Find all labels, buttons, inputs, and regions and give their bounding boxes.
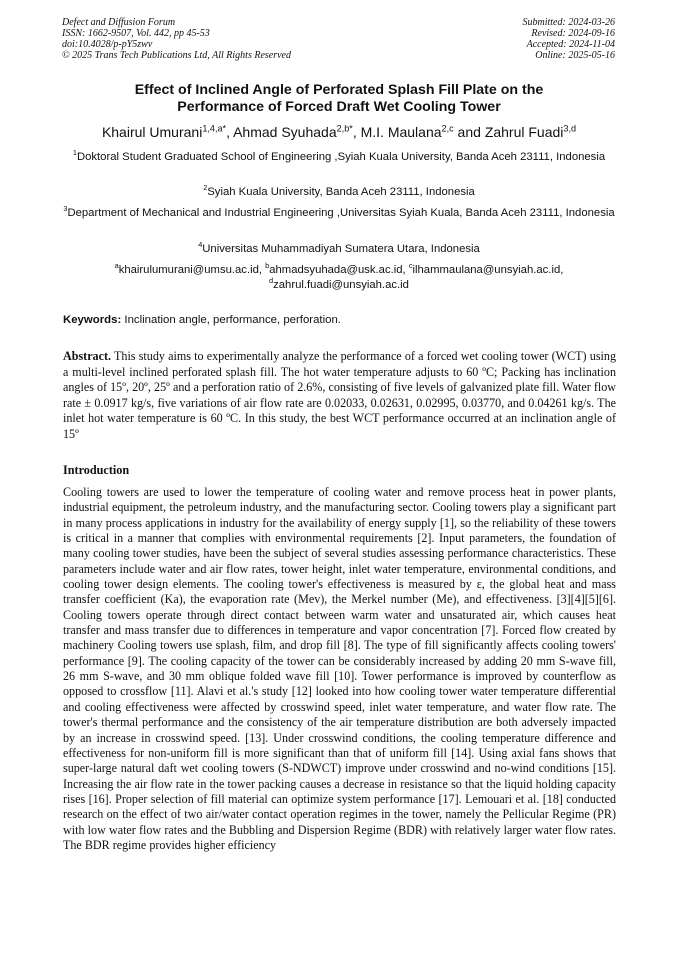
title-line-1: Effect of Inclined Angle of Perforated Splash Fill Plate on the [134,82,544,98]
keywords-label: Keywords: [63,314,122,326]
section-heading-introduction: Introduction [63,463,130,477]
affiliation [62,150,616,165]
email-link[interactable]: khairulumurani@umsu.ac.id, [118,264,266,276]
affiliation-text: Syiah Kuala University, Banda Aceh 23111, Indonesia [207,186,475,198]
author-separator: , [352,124,361,140]
keywords-text: Inclination angle, performance, perforation. [121,314,341,326]
affiliation-mark: 2 [203,183,208,193]
affiliation-mark: 4 [198,240,203,250]
paper-title [62,82,616,116]
author-affiliation-mark: 1,4,a* [202,123,227,134]
title-line-2: Performance of Forced Draft Wet Cooling Tower [177,99,501,115]
journal-header [62,17,291,61]
email-mark: d [269,276,274,286]
author-separator: and [453,124,485,140]
copyright: © 2025 Trans Tech Publications Ltd, All Rights Reserved [62,50,291,61]
affiliation [62,185,616,200]
abstract-text: This study aims to experimentally analyze the performance of a forced wet cooling tower (WCT) using a multi-level inclined perforated splash fill. The hot water temperature adjusts to 60 ºC; Packing has inclination angles of 15º, 20º, 25º and a perforation ratio of 2.6%, consisting of five levels of galvanized plate fill. Water flow rate ± 0.0917 kg/s, five variations of air flow rate are 0.02033, 0.02631, 0.02995, 0.03770, and 0.04261 kg/s. The inlet hot water temperature is 60 ºC. In this study, the best WCT performance occurred at an inclination angle of 15º [63,349,616,441]
author-affiliation-mark: 3,d [563,123,577,134]
author-name: Ahmad Syuhada [233,124,337,140]
email-mark: b [265,261,270,271]
publication-dates [523,17,616,61]
author-list [40,124,638,141]
author-affiliation-mark: 2,b* [336,123,353,134]
keywords [63,313,616,328]
author-name: Khairul Umurani [101,124,203,140]
revised-date: Revised: 2024-09-16 [531,28,615,39]
introduction-body: Cooling towers are used to lower the temperature of cooling water and remove process heat in power plants, industrial equipment, the petroleum industry, and the manufacturing sector. Cooling towers play a significant part in many process applications in industry for the availability of energy supply [1], so the reliability of these towers is critical in a manner that complies with environmental requirements [2]. Input parameters, the foundation of many cooling tower studies, have been the subject of several studies assessing performance characteristics. These parameters include water and air flow rates, tower height, inlet water temperature, environmental conditions, and cooling tower design elements. The cooling tower's effectiveness is measured by ε, the global heat and mass transfer coefficient (Ka), the evaporation rate (Mev), the Merkel number (Me), and effectiveness. [3][4][5][6]. Cooling towers operate through direct contact between warm water and unsaturated air, which causes heat transfer and mass transfer due to differences in temperature and vapor concentration [7]. Forced flow created by machinery Cooling towers use splash, film, and drop fill [8]. The type of fill significantly affects cooling towers' performance [9]. The cooling capacity of the tower can be considerably increased by adding 20 mm S-wave fill, 26 mm S-wave, and 30 mm oblique folded wave fill [10]. Tower performance is improved by counterflow as opposed to crossflow [11]. Alavi et al.'s study [12] looked into how cooling tower water temperature differential and cooling effectiveness were affected by crosswind speed, inlet water temperature, and water flow rate. The tower's thermal performance and the consistency of the air temperature distribution are both adversely impacted by an increase in crosswind speed. [13]. Under crosswind conditions, the cooling temperature difference and effectiveness for non-uniform fill is more significant than that of uniform fill [14]. Using axial fans shows that super-large natural daft wet cooling towers (S-NDWCT) improve under crosswind and no-wind conditions [15]. Increasing the air flow rate in the tower packing causes a decrease in resistance so that the liquid holding capacity rises [16]. Proper selection of fill material can optimize system performance [17]. Lemouari et al. [18] conducted research on the effect of two air/water contact operation regimes in the tower, namely the Pellicular Regime (PR) with low water flow rates and the Bubbling and Dispersion Regime (BDR) with relatively larger water flow rates. The BDR regime provides higher efficiency [63,485,616,852]
author-emails [75,263,603,293]
email-mark: c [408,261,413,271]
affiliation [62,242,616,257]
author-name: Zahrul Fuadi [484,124,564,140]
affiliation-mark: 1 [72,148,77,158]
author-affiliation-mark: 2,c [441,123,454,134]
affiliation-text: Universitas Muhammadiyah Sumatera Utara, Indonesia [202,243,480,255]
abstract-label: Abstract. [63,349,112,363]
affiliation [62,206,616,221]
journal-name: Defect and Diffusion Forum [62,17,176,28]
abstract [63,349,616,442]
affiliation-text: Doktoral Student Graduated School of Engineering ,Syiah Kuala University, Banda Aceh 23111, Indonesia [76,151,606,163]
affiliation-text: Department of Mechanical and Industrial Engineering ,Universitas Syiah Kuala, Banda Aceh 23111, Indonesia [67,207,615,219]
author-name: M.I. Maulana [360,124,442,140]
affiliation-mark: 3 [63,204,68,214]
journal-doi: doi:10.4028/p-pY5zwv [62,39,153,50]
author-separator: , [226,124,234,140]
email-link[interactable]: zahrul.fuadi@unsyiah.ac.id [273,279,409,291]
accepted-date: Accepted: 2024-11-04 [526,39,615,50]
online-date: Online: 2025-05-16 [535,50,615,61]
email-link[interactable]: ilhammaulana@unsyiah.ac.id, [412,264,564,276]
journal-issn: ISSN: 1662-9507, Vol. 442, pp 45-53 [62,28,210,39]
submitted-date: Submitted: 2024-03-26 [522,17,615,28]
email-mark: a [114,261,119,271]
email-link[interactable]: ahmadsyuhada@usk.ac.id, [269,264,409,276]
